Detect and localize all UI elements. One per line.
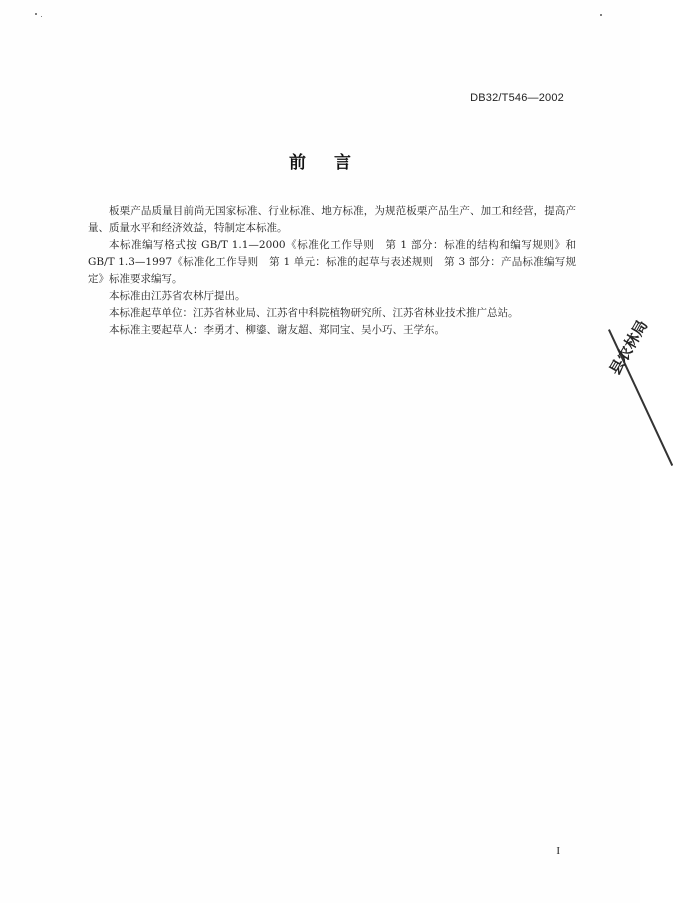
paragraph-proposer: 本标准由江苏省农林厅提出。 bbox=[109, 290, 246, 302]
corner-stamp bbox=[598, 317, 652, 460]
foreword-body bbox=[88, 203, 576, 339]
scan-speck bbox=[35, 13, 37, 15]
paragraph-drafters: 本标准主要起草人：李勇才、柳鎏、谢友超、郑同宝、吴小巧、王学东。 bbox=[109, 324, 445, 336]
paragraph-drafting-units: 本标准起草单位：江苏省林业局、江苏省中科院植物研究所、江苏省林业技术推广总站。 bbox=[109, 307, 519, 319]
scan-speck bbox=[600, 14, 602, 16]
standard-number: DB32/T546—2002 bbox=[470, 92, 564, 104]
section-title: 前言 bbox=[289, 153, 379, 173]
paragraph-purpose: 板栗产品质量目前尚无国家标准、行业标准、地方标准，为规范板栗产品生产、加工和经营，提高产量、质量水平和经济效益，特制定本标准。 bbox=[88, 205, 576, 234]
stamp-text: 县农林局 bbox=[605, 317, 652, 378]
page-number: I bbox=[556, 845, 560, 857]
paragraph-format: 本标准编写格式按 GB/T 1.1—2000《标准化工作导则 第 1 部分：标准的结构和编写规则》和 GB/T 1.3—1997《标准化工作导则 第 1 单元：标准的起草与表述规则 第 3 部分：产品标准编写规定》标准要求编写。 bbox=[88, 239, 576, 285]
scan-speck bbox=[41, 16, 42, 17]
